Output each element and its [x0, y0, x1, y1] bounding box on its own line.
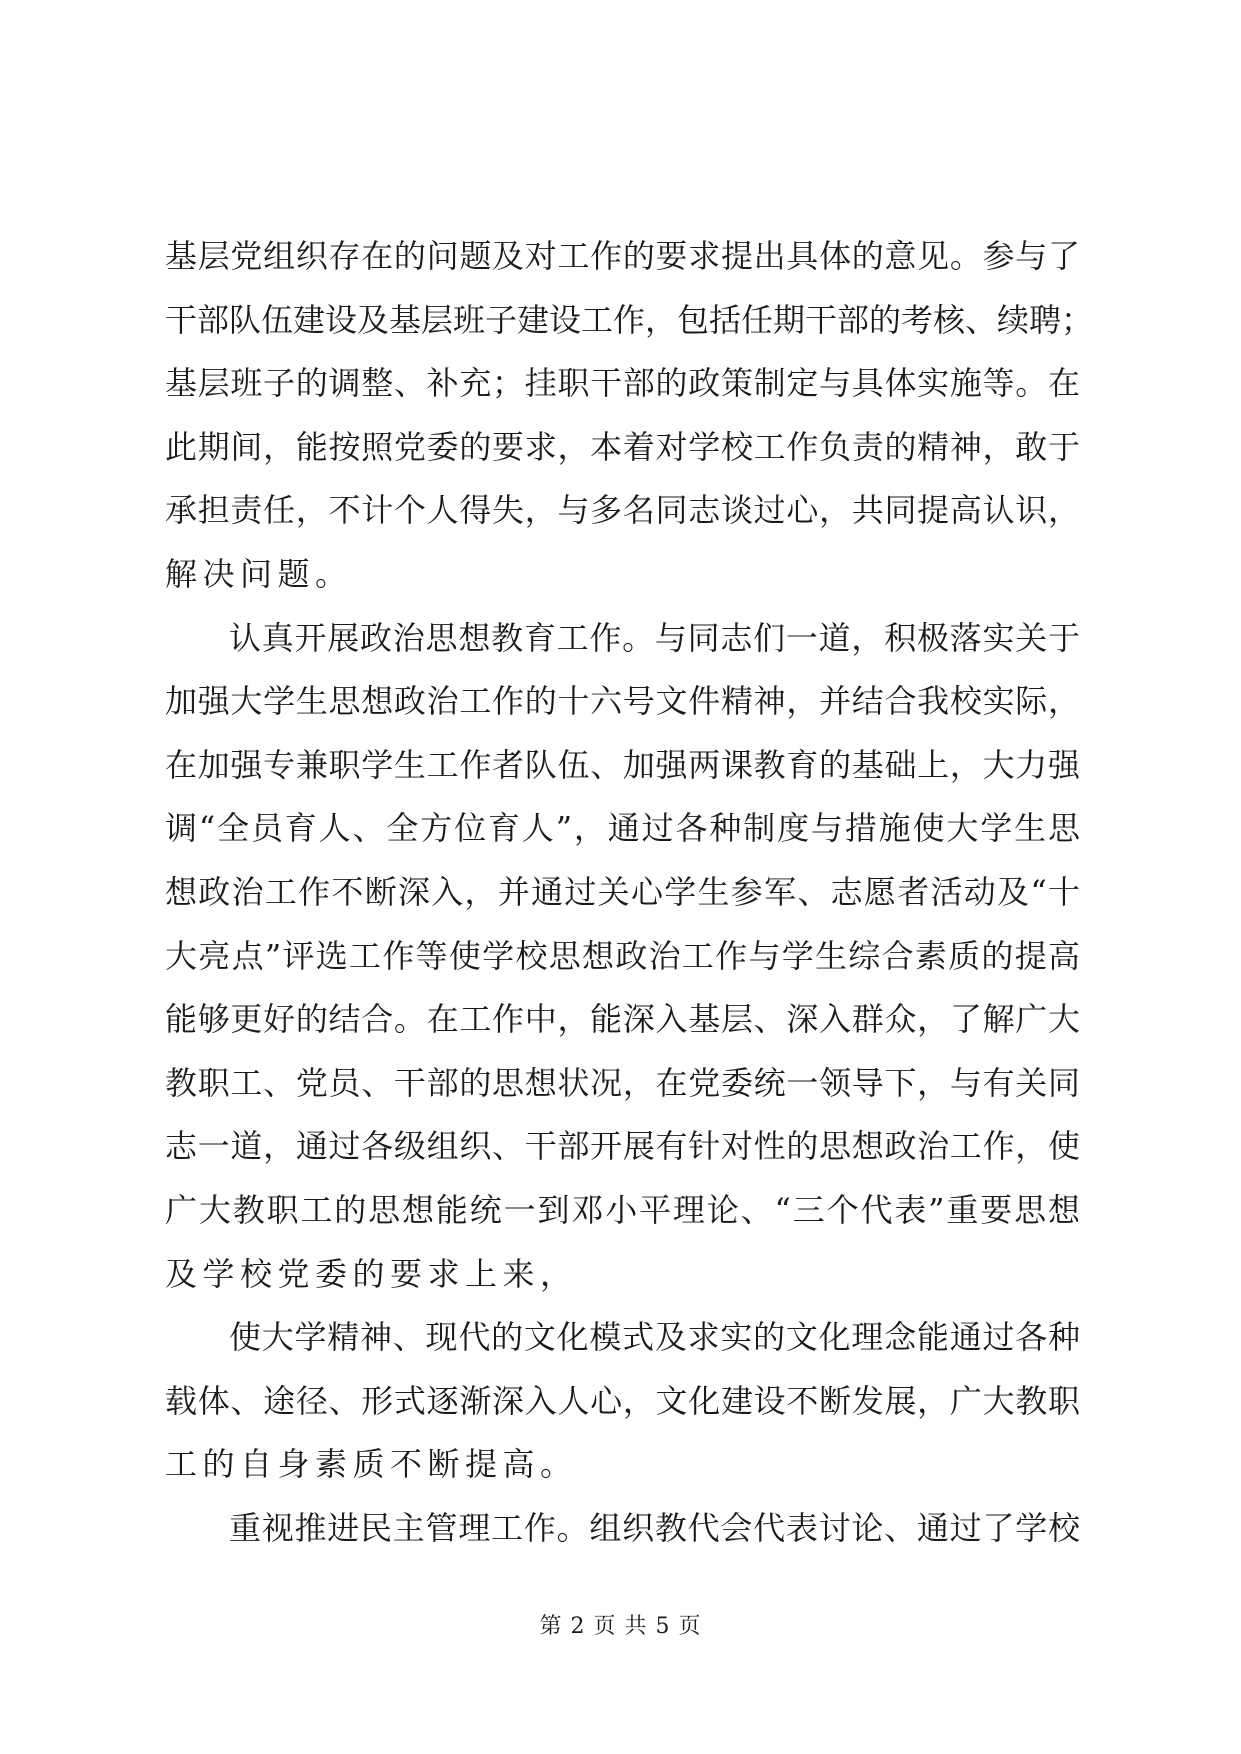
text-line: 能够更好的结合。在工作中，能深入基层、深入群众，了解广大: [165, 1000, 1080, 1039]
text-line: 此期间，能按照党委的要求，本着对学校工作负责的精神，敢于: [165, 427, 1080, 466]
text-line: 使大学精神、现代的文化模式及求实的文化理念能通过各种: [229, 1318, 1080, 1357]
page-number-footer: 第 2 页 共 5 页: [539, 1614, 702, 1639]
document-body: [165, 225, 1094, 1560]
text-line: 承担责任，不计个人得失，与多名同志谈过心，共同提高认识，: [165, 491, 1080, 530]
text-line: 加强大学生思想政治工作的十六号文件精神，并结合我校实际，: [165, 682, 1080, 721]
text-line: 想政治工作不断深入，并通过关心学生参军、志愿者活动及“十: [165, 872, 1080, 911]
text-line: 认真开展政治思想教育工作。与同志们一道，积极落实关于: [229, 618, 1080, 657]
text-line: 解决问题。: [165, 554, 353, 593]
text-line: 在加强专兼职学生工作者队伍、加强两课教育的基础上，大力强: [165, 745, 1080, 784]
text-line: 重视推进民主管理工作。组织教代会代表讨论、通过了学校: [229, 1508, 1080, 1547]
text-line: 干部队伍建设及基层班子建设工作，包括任期干部的考核、续聘；: [165, 300, 1094, 339]
text-line: 基层班子的调整、补充；挂职干部的政策制定与具体实施等。在: [165, 364, 1080, 403]
text-line: 广大教职工的思想能统一到邓小平理论、“三个代表”重要思想: [165, 1190, 1080, 1229]
text-line: 调“全员育人、全方位育人”，通过各种制度与措施使大学生思: [165, 809, 1080, 848]
text-line: 志一道，通过各级组织、干部开展有针对性的思想政治工作，使: [165, 1127, 1080, 1166]
text-line: 大亮点”评选工作等使学校思想政治工作与学生综合素质的提高: [165, 936, 1080, 975]
text-line: 载体、途径、形式逐渐深入人心，文化建设不断发展，广大教职: [165, 1381, 1080, 1420]
text-line: 基层党组织存在的问题及对工作的要求提出具体的意见。参与了: [165, 237, 1080, 275]
text-line: 及学校党委的要求上来，: [165, 1254, 578, 1293]
text-line: 教职工、党员、干部的思想状况，在党委统一领导下，与有关同: [165, 1063, 1080, 1102]
text-line: 工的自身素质不断提高。: [165, 1445, 578, 1484]
